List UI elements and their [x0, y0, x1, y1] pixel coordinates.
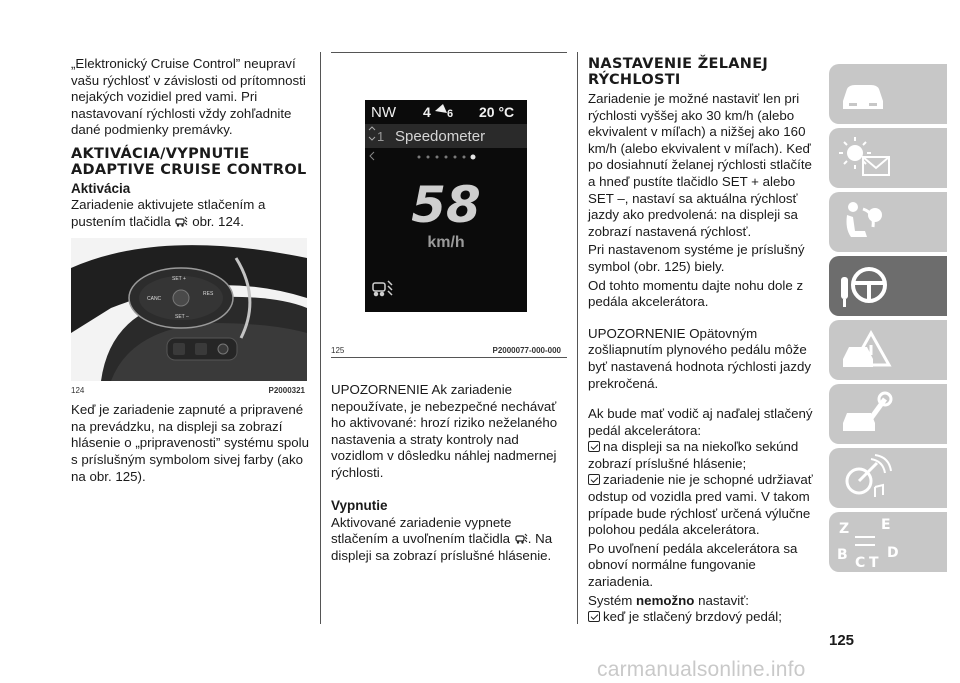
checkbox-bullet-icon	[588, 611, 600, 622]
tab-index[interactable]	[829, 512, 947, 572]
svg-text:E: E	[881, 517, 891, 533]
column-3	[588, 56, 820, 626]
canc-label: CANC	[147, 296, 162, 303]
bullet-distance: zariadenie nie je schopné udržiavať odstup od vozidla pred vami. V takom prípade bude rýchlosť určená výlučne polohou pedála akcelerátora.	[588, 472, 813, 538]
svg-text:Z: Z	[839, 521, 850, 537]
accelerator-paragraph: Ak bude mať vodič aj naďalej stlačený pedál akcelerátora:	[588, 406, 813, 438]
activation-paragraph: Zariadenie aktivujete stlačením a pustením tlačidla obr. 124.	[71, 196, 266, 229]
wrench-car-icon	[835, 387, 895, 441]
car-dashboard-icon	[835, 67, 889, 121]
tab-dashboard[interactable]	[829, 64, 947, 124]
intro-paragraph: „Elektronický Cruise Control” neupraví vašu rýchlosť v závislosti od prítomnosti nejakých vozidiel pred vami. Pri nastavovaní rýchlosti vždy zohľadnite dané podmienky premávky.	[71, 56, 306, 138]
figure-code: P2000077-000-000	[492, 346, 561, 355]
res-label: RES	[203, 291, 214, 298]
watermark: carmanualsonline.info	[597, 658, 806, 681]
warning-paragraph: UPOZORNENIE Ak zariadenie nepoužívate, je nebezpečné nechávať ho aktivované: hrozí riziko neželaného nastavenia a straty kontroly nad vozidlom v dôsledku náhlej nadmernej rýchlosti.	[331, 382, 558, 480]
deactivation-paragraph: Aktivované zariadenie vypnete stlačením a uvoľnením tlačidla . Na displeji sa zobrazí príslušné hlásenie.	[331, 514, 553, 563]
column-divider-right	[577, 52, 578, 624]
symbol-white-paragraph: Pri nastavenom systéme je príslušný symbol (obr. 125) biely.	[588, 242, 805, 274]
column-2	[331, 56, 567, 564]
acc-button-icon	[514, 533, 528, 545]
ready-paragraph: Keď je zariadenie zapnuté a pripravené na prevádzku, na displeji sa zobrazí hlásenie o „pripravenosti” systému spolu s príslušným symbolom sivej farby (ako na obr. 125).	[71, 402, 309, 484]
set-minus-label: SET –	[175, 314, 189, 321]
tab-multimedia[interactable]	[829, 448, 947, 508]
acc-button-icon	[174, 216, 188, 228]
tab-emergency[interactable]	[829, 320, 947, 380]
figure-125	[331, 100, 567, 368]
svg-text:B: B	[837, 547, 848, 563]
instrument-cluster-display	[331, 100, 567, 312]
set-plus-label: SET +	[172, 276, 186, 283]
foot-off-paragraph: Od tohto momentu dajte nohu dole z pedála akcelerátora.	[588, 277, 804, 310]
menu-index: 1	[377, 129, 385, 144]
cannot-set-paragraph: Systém nemožno nastaviť:	[588, 592, 749, 608]
section-heading-activation: AKTIVÁCIA/VYPNUTIE ADAPTIVE CRUISE CONTROL	[71, 145, 307, 178]
subheading-deactivation: Vypnutie	[331, 497, 388, 513]
figure-number: 125	[331, 346, 345, 355]
speed-value: 58	[411, 176, 481, 234]
warning-triangle-car-icon	[835, 323, 895, 377]
speed-unit: km/h	[427, 234, 465, 251]
compass-heading: NW	[371, 104, 396, 121]
release-paragraph: Po uvoľnení pedála akcelerátora sa obnoví normálne fungovanie zariadenia.	[588, 540, 798, 590]
tab-starting-driving[interactable]	[829, 256, 947, 316]
steering-key-icon	[835, 259, 895, 313]
top-rule-column2	[331, 52, 567, 53]
svg-text:D: D	[887, 545, 899, 561]
gear-suggested: 6	[447, 108, 454, 120]
outside-temperature: 20 °C	[479, 104, 515, 120]
section-heading-set-speed: NASTAVENIE ŽELANEJ RÝCHLOSTI	[588, 56, 769, 88]
page-number: 125	[829, 632, 855, 649]
svg-text:T: T	[869, 555, 879, 571]
menu-title: Speedometer	[395, 128, 486, 145]
gear-current: 4	[423, 104, 431, 120]
tab-lights-messages[interactable]	[829, 128, 947, 188]
multimedia-satellite-icon	[835, 451, 895, 505]
checkbox-bullet-icon	[588, 441, 600, 452]
column-divider-left	[320, 52, 321, 624]
tab-safety[interactable]	[829, 192, 947, 252]
figure-code: P2000321	[268, 386, 305, 396]
bullet-display-message: na displeji sa na niekoľko sekúnd zobrazí príslušné hlásenie;	[588, 439, 799, 471]
index-letters-icon	[835, 515, 905, 571]
steering-wheel-controls-image	[71, 238, 307, 381]
sun-envelope-icon	[835, 131, 895, 185]
figure-number: 124	[71, 386, 85, 396]
svg-text:C: C	[855, 555, 866, 571]
bullet-brake: keď je stlačený brzdový pedál;	[588, 609, 820, 626]
figure-124	[71, 238, 307, 394]
tab-maintenance[interactable]	[829, 384, 947, 444]
column-1	[71, 56, 309, 485]
checkbox-bullet-icon	[588, 474, 600, 485]
set-speed-paragraph: Zariadenie je možné nastaviť len pri rýchlosti vyššej ako 30 km/h (alebo ekvivalent v míľach) a nižšej ako 160 km/h (alebo ekvivalent v míľach). Keď po dosiahnutí želanej rýchlosti stlačíte a hneď pustíte tlačidlo SET + alebo SET –, nastaví sa aktuálna rýchlosť jazdy ako predvolená: na displeji sa zobrazí nastavená rýchlosť.	[588, 91, 812, 239]
seat-airbag-icon	[835, 195, 889, 249]
subheading-activation: Aktivácia	[71, 180, 131, 196]
warning-paragraph: UPOZORNENIE Opätovným zošliapnutím plynového pedálu môže byť nastavená hodnota rýchlosti jazdy prekročená.	[588, 325, 812, 391]
